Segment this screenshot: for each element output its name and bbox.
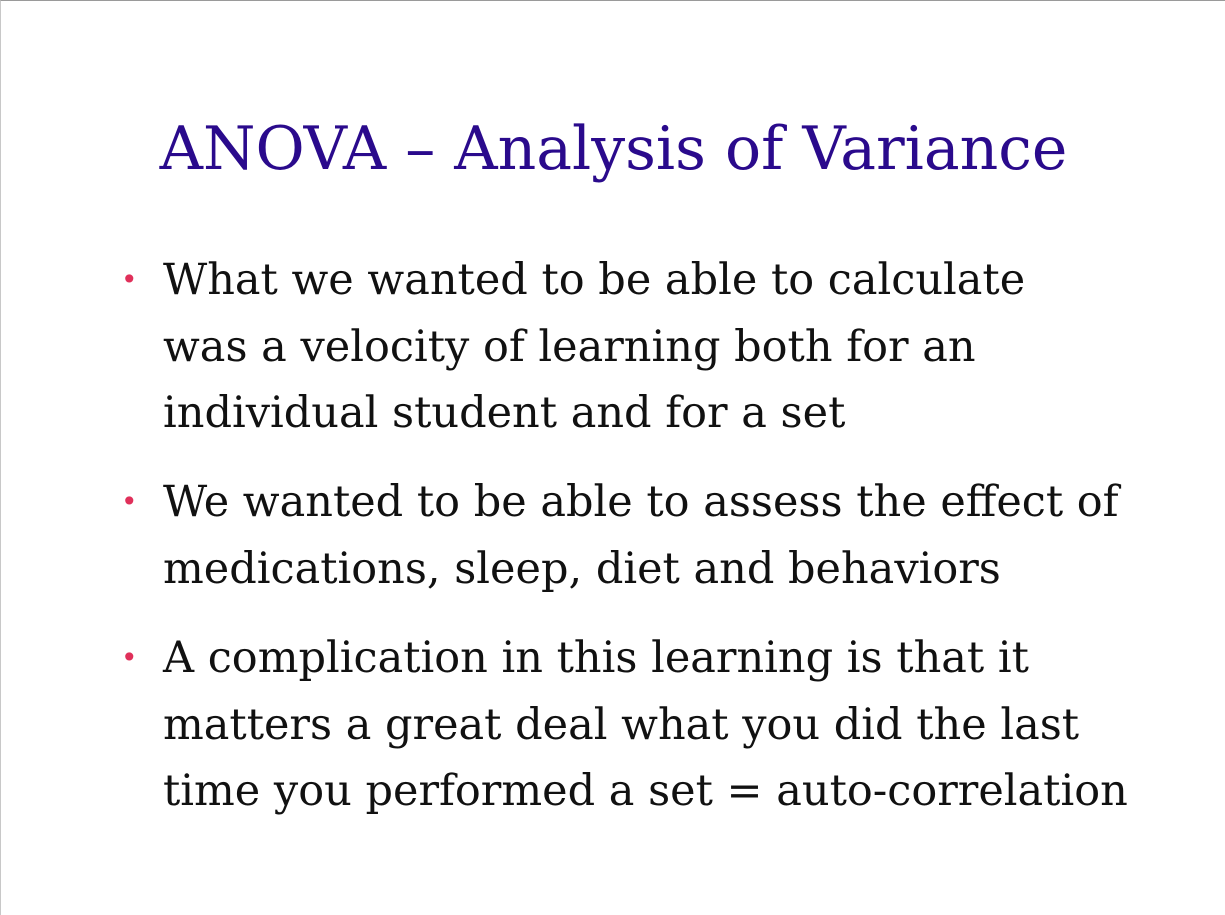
- bullet-line: We wanted to be able to assess the effect of: [163, 477, 1119, 527]
- bullet-line: medications, sleep, diet and behaviors: [163, 543, 1001, 594]
- bullet-line: time you performed a set = auto-correlation: [163, 766, 1128, 816]
- bullet-dot-icon: •: [121, 641, 138, 674]
- slide-title: ANOVA – Analysis of Variance: [159, 114, 1068, 184]
- bullet-line: individual student and for a set: [163, 388, 846, 438]
- bullet-text: [163, 469, 1213, 602]
- bullet-line: was a velocity of learning both for an: [163, 321, 976, 372]
- bullet-dot-icon: •: [121, 263, 138, 296]
- bullet-line: A complication in this learning is that it: [163, 633, 1029, 683]
- bullet-text: [163, 247, 1213, 447]
- bullet-text: [163, 625, 1213, 825]
- bullet-line: matters a great deal what you did the last: [163, 699, 1080, 750]
- bullet-dot-icon: •: [121, 485, 138, 518]
- bullet-line: What we wanted to be able to calculate: [163, 255, 1026, 305]
